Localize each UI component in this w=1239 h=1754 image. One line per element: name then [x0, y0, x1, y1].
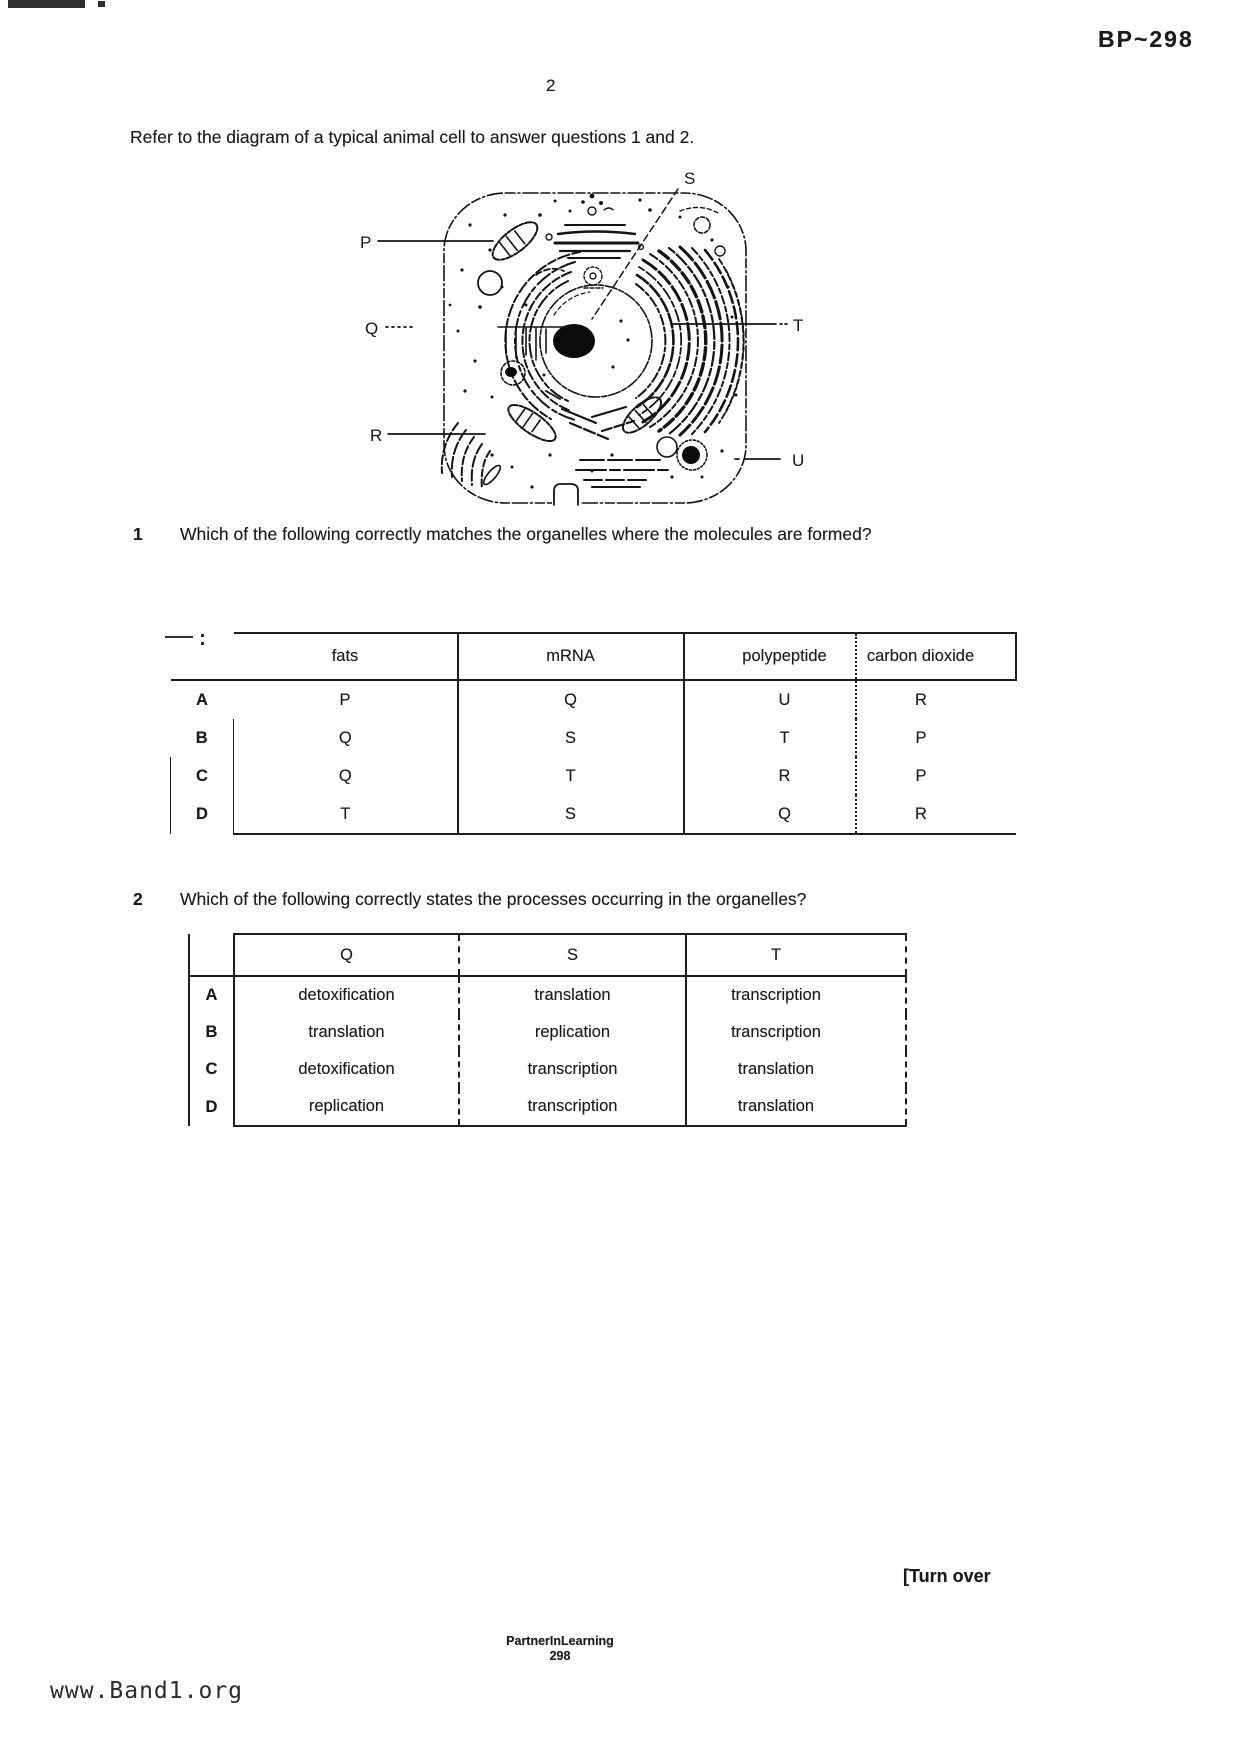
q1-cell: Q	[234, 757, 458, 795]
q1-cell: T	[458, 757, 684, 795]
q2-col-header: S	[459, 934, 686, 976]
q1-cell: Q	[458, 680, 684, 719]
q1-cell: P	[856, 757, 1016, 795]
q2-table	[188, 933, 907, 1127]
q1-cell: T	[234, 795, 458, 834]
q1-row-label: B	[195, 728, 208, 747]
page-number: 2	[546, 76, 556, 95]
footer-number: 298	[549, 1649, 571, 1663]
table-row	[171, 757, 1016, 795]
q2-row-label: A	[189, 976, 234, 1014]
q2-cell: translation	[459, 976, 686, 1014]
q2-cell: replication	[459, 1014, 686, 1051]
table-row	[189, 1088, 906, 1126]
vesicle	[478, 271, 502, 295]
golgi-stack-top	[546, 225, 643, 258]
q1-cell: T	[684, 719, 856, 757]
q1-cell: Q	[684, 795, 856, 834]
paper-code: BP~298	[1098, 26, 1194, 52]
scan-artifact	[98, 1, 105, 7]
label-t: T	[793, 316, 804, 335]
label-p: P	[360, 233, 372, 252]
q2-row-label: C	[189, 1051, 234, 1088]
label-s: S	[684, 169, 696, 188]
q2-cell: transcription	[686, 976, 906, 1014]
q1-cell: S	[458, 719, 684, 757]
q2-col-header: Q	[234, 934, 459, 976]
q2-col-header: T	[686, 934, 906, 976]
q1-col-header: carbon dioxide	[856, 633, 1016, 680]
watermark-url: www.Band1.org	[50, 1678, 244, 1704]
q2-row-label: B	[189, 1014, 234, 1051]
dark-vesicle	[657, 437, 707, 470]
er-bottom	[576, 460, 672, 487]
label-r: R	[370, 426, 383, 445]
vesicle	[715, 246, 725, 256]
q1-number: 1	[133, 524, 143, 544]
table-row	[171, 795, 1016, 834]
q1-cell: Q	[234, 719, 458, 757]
vesicle-cluster	[581, 194, 613, 215]
q1-cell: P	[339, 690, 351, 709]
scan-artifact	[8, 0, 85, 8]
q2-cell: transcription	[459, 1088, 686, 1126]
q2-number: 2	[133, 889, 143, 909]
q1-table	[170, 632, 1017, 835]
q2-cell: transcription	[686, 1014, 906, 1051]
q1-cell: R	[856, 795, 1016, 834]
q1-cell: R	[684, 757, 856, 795]
membrane-notch-mask	[552, 495, 580, 507]
q1-text: Which of the following correctly matches the organelles where the molecules are formed?	[180, 524, 872, 544]
q2-text: Which of the following correctly states the processes occurring in the organelles?	[180, 889, 807, 909]
q2-cell: detoxification	[234, 1051, 459, 1088]
q1-cell: S	[458, 795, 684, 834]
q1-col-header: fats	[234, 633, 458, 680]
footer	[460, 1634, 660, 1664]
intro-text: Refer to the diagram of a typical animal cell to answer questions 1 and 2.	[130, 127, 695, 147]
nucleolus	[553, 324, 595, 358]
vesicle	[694, 217, 710, 233]
table-row	[171, 680, 1016, 719]
q1-cell: U	[684, 680, 856, 719]
animal-cell-diagram	[340, 155, 820, 513]
table-row	[189, 976, 906, 1014]
turn-over-note: [Turn over	[903, 1566, 991, 1586]
q1-cell: R	[856, 680, 1016, 719]
footer-brand: PartnerInLearning	[506, 1634, 614, 1648]
mitochondrion	[503, 399, 560, 448]
q1-row-label: A	[196, 690, 208, 709]
cell-membrane	[444, 193, 746, 503]
table-row	[171, 719, 1016, 757]
q2-cell: transcription	[459, 1051, 686, 1088]
q2-cell: detoxification	[234, 976, 459, 1014]
table-row	[189, 1051, 906, 1088]
label-q: Q	[365, 319, 379, 338]
q1-corner-cell	[171, 633, 234, 680]
q1-cell: P	[856, 719, 1016, 757]
nucleus	[540, 285, 652, 397]
q2-row-label: D	[189, 1088, 234, 1126]
table-row	[189, 1014, 906, 1051]
q1-col-header: mRNA	[458, 633, 684, 680]
q2-cell: translation	[234, 1014, 459, 1051]
mitochondrion	[487, 216, 543, 267]
label-u: U	[792, 451, 805, 470]
q2-cell: translation	[686, 1051, 906, 1088]
q2-cell: replication	[234, 1088, 459, 1126]
q1-col-header: polypeptide	[684, 633, 856, 680]
q1-row-label: C	[171, 757, 234, 795]
q1-row-label: D	[171, 795, 234, 834]
q2-corner-cell	[189, 934, 234, 976]
q2-cell: translation	[686, 1088, 906, 1126]
er-bottom-left	[442, 423, 503, 489]
